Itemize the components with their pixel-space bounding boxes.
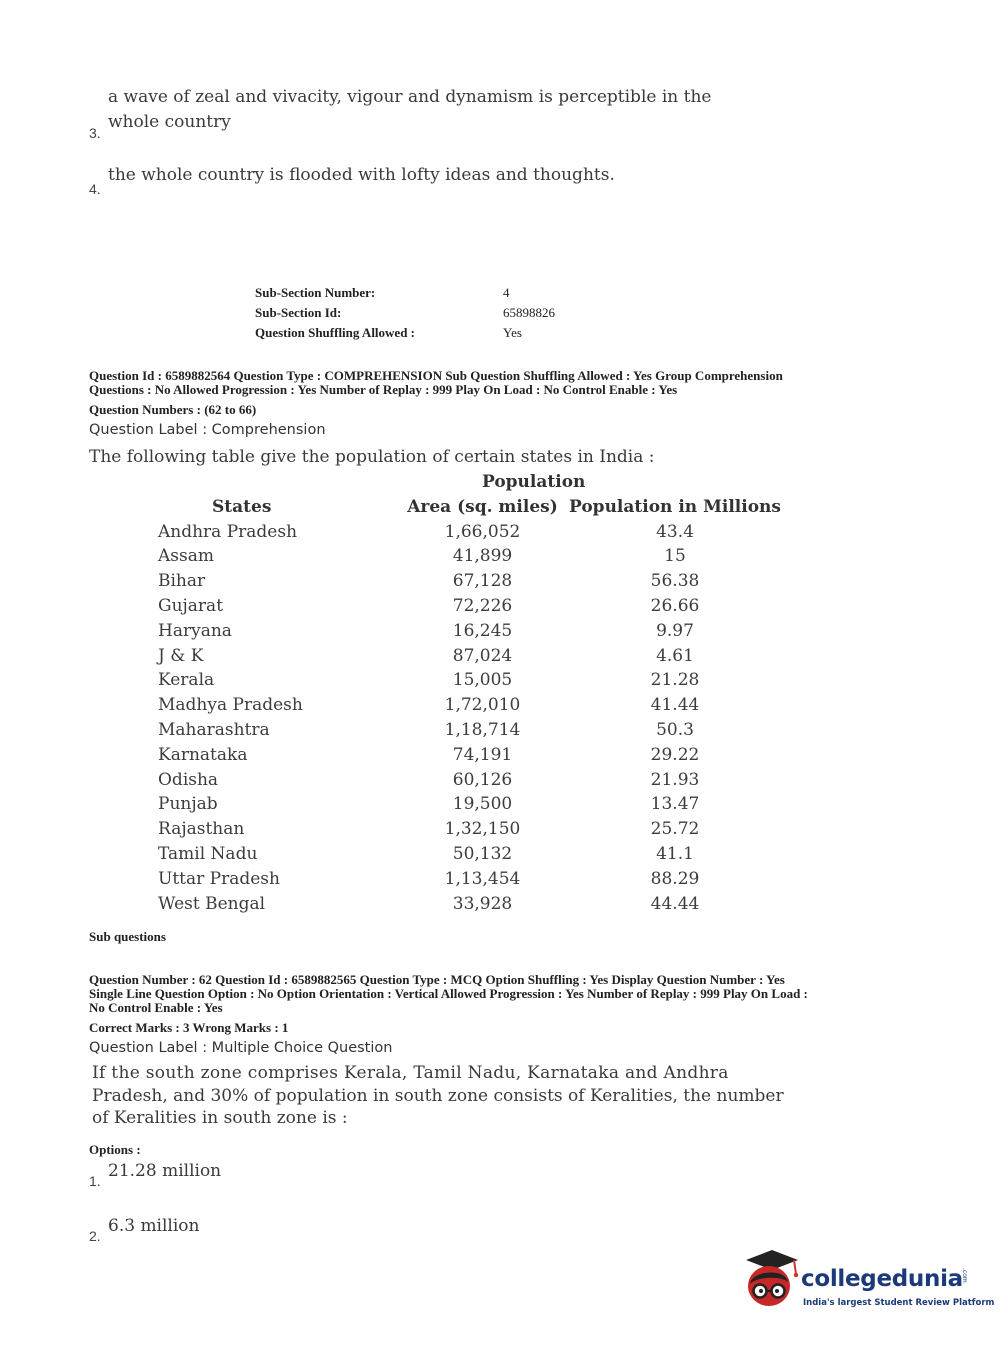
cell-state: Tamil Nadu — [158, 843, 258, 864]
comprehension-label: Question Label : Comprehension — [89, 422, 326, 438]
question-marks: Correct Marks : 3 Wrong Marks : 1 — [89, 1020, 289, 1035]
cell-population: 29.22 — [650, 744, 700, 765]
cell-population: 43.4 — [656, 521, 694, 542]
subsection-number-label: Sub-Section Number: — [255, 285, 376, 300]
collegedunia-mascot-icon — [742, 1248, 800, 1310]
cell-state: Kerala — [158, 670, 215, 691]
cell-population: 25.72 — [650, 819, 700, 840]
table-row — [150, 842, 785, 867]
table-row — [150, 768, 785, 793]
subsection-id-value: 65898826 — [503, 305, 555, 320]
option-1-number: 1. — [89, 1173, 101, 1189]
option-4-number: 4. — [89, 181, 101, 197]
cell-area: 15,005 — [452, 670, 513, 691]
cell-area: 1,18,714 — [444, 719, 521, 740]
cell-state: Gujarat — [158, 595, 224, 616]
cell-area: 87,024 — [452, 645, 513, 666]
header-states: States — [212, 496, 272, 517]
question-numbers: Question Numbers : (62 to 66) — [89, 402, 257, 417]
cell-state: Haryana — [158, 620, 232, 641]
table-super-header-row — [150, 470, 785, 495]
population-super-header: Population — [482, 472, 586, 492]
question-shuffling-label: Question Shuffling Allowed : — [255, 325, 416, 340]
cell-area: 33,928 — [452, 893, 513, 914]
option-4-text: the whole country is flooded with lofty ideas and thoughts. — [108, 165, 615, 185]
table-row — [150, 867, 785, 892]
table-row — [150, 644, 785, 669]
cell-state: Rajasthan — [158, 819, 245, 840]
question-text-line1: If the south zone comprises Kerala, Tamil Nadu, Karnataka and Andhra — [92, 1063, 729, 1083]
comprehension-meta-line1: Question Id : 6589882564 Question Type : COMPREHENSION Sub Question Shuffling Allowed : Yes Group Comprehension — [89, 368, 783, 383]
cell-population: 9.97 — [656, 620, 694, 641]
cell-population: 13.47 — [650, 794, 700, 815]
cell-population: 21.28 — [650, 670, 700, 691]
cell-area: 67,128 — [452, 571, 513, 592]
cell-area: 1,13,454 — [444, 868, 521, 889]
cell-population: 50.3 — [656, 719, 694, 740]
question-meta-line2: Single Line Question Option : No Option Orientation : Vertical Allowed Progression : Yes Number of Replay : 999 Play On Load : — [89, 986, 808, 1001]
cell-population: 44.44 — [650, 893, 700, 914]
cell-state: Assam — [158, 546, 214, 567]
cell-area: 74,191 — [452, 744, 513, 765]
cell-area: 72,226 — [452, 595, 513, 616]
option-3-text-line2: whole country — [108, 112, 231, 132]
cell-population: 41.44 — [650, 695, 700, 716]
sub-questions-label: Sub questions — [89, 929, 166, 944]
table-row — [150, 693, 785, 718]
table-row — [150, 718, 785, 743]
table-row — [150, 619, 785, 644]
table-header-row — [150, 495, 785, 520]
cell-area: 1,32,150 — [444, 819, 521, 840]
option-3-number: 3. — [89, 125, 101, 141]
table-row — [150, 817, 785, 842]
question-text-line3: of Keralities in south zone is : — [92, 1108, 348, 1128]
cell-area: 1,72,010 — [444, 695, 521, 716]
cell-population: 26.66 — [650, 595, 700, 616]
table-row — [150, 544, 785, 569]
table-row — [150, 569, 785, 594]
cell-area: 60,126 — [452, 769, 513, 790]
cell-area: 50,132 — [452, 843, 513, 864]
table-row — [150, 892, 785, 917]
cell-state: Punjab — [158, 794, 218, 815]
cell-state: Bihar — [158, 571, 206, 592]
question-label: Question Label : Multiple Choice Question — [89, 1040, 393, 1056]
option-3-text-line1: a wave of zeal and vivacity, vigour and dynamism is perceptible in the — [108, 87, 712, 107]
option-2-text[interactable]: 6.3 million — [108, 1216, 200, 1236]
option-1-text[interactable]: 21.28 million — [108, 1161, 222, 1181]
cell-population: 88.29 — [650, 868, 700, 889]
collegedunia-tagline: India's largest Student Review Platform — [803, 1298, 995, 1308]
cell-population: 4.61 — [656, 645, 694, 666]
question-shuffling-value: Yes — [503, 325, 522, 340]
subsection-id-label: Sub-Section Id: — [255, 305, 342, 320]
cell-population: 21.93 — [650, 769, 700, 790]
header-population: Population in Millions — [569, 496, 781, 517]
options-label: Options : — [89, 1142, 141, 1157]
cell-state: Andhra Pradesh — [158, 521, 298, 542]
table-row — [150, 668, 785, 693]
cell-state: Karnataka — [158, 744, 248, 765]
question-meta-line3: No Control Enable : Yes — [89, 1000, 223, 1015]
table-row — [150, 743, 785, 768]
table-row — [150, 594, 785, 619]
cell-state: Maharashtra — [158, 719, 270, 740]
table-row — [150, 792, 785, 817]
cell-state: West Bengal — [158, 893, 266, 914]
cell-population: 56.38 — [650, 571, 700, 592]
subsection-number-value: 4 — [503, 285, 510, 300]
cell-state: J & K — [158, 645, 204, 666]
cell-state: Madhya Pradesh — [158, 695, 303, 716]
question-meta-line1: Question Number : 62 Question Id : 6589882565 Question Type : MCQ Option Shuffling : Yes Display Question Number : Yes — [89, 972, 785, 987]
cell-state: Odisha — [158, 769, 219, 790]
comprehension-passage: The following table give the population of certain states in India : — [89, 447, 655, 467]
option-2-number: 2. — [89, 1228, 101, 1244]
table-row — [150, 520, 785, 545]
cell-area: 1,66,052 — [444, 521, 521, 542]
cell-area: 16,245 — [452, 620, 513, 641]
collegedunia-wordmark: collegedunia — [801, 1266, 963, 1292]
cell-area: 19,500 — [452, 794, 513, 815]
collegedunia-domain-suffix: .com — [961, 1268, 968, 1283]
cell-state: Uttar Pradesh — [158, 868, 280, 889]
question-text-line2: Pradesh, and 30% of population in south zone consists of Keralities, the number — [92, 1086, 784, 1106]
cell-population: 15 — [664, 546, 686, 567]
header-area: Area (sq. miles) — [407, 496, 558, 517]
comprehension-meta-line2: Questions : No Allowed Progression : Yes Number of Replay : 999 Play On Load : No Control Enable : Yes — [89, 382, 678, 397]
cell-population: 41.1 — [656, 843, 694, 864]
population-table — [150, 470, 785, 916]
cell-area: 41,899 — [452, 546, 513, 567]
